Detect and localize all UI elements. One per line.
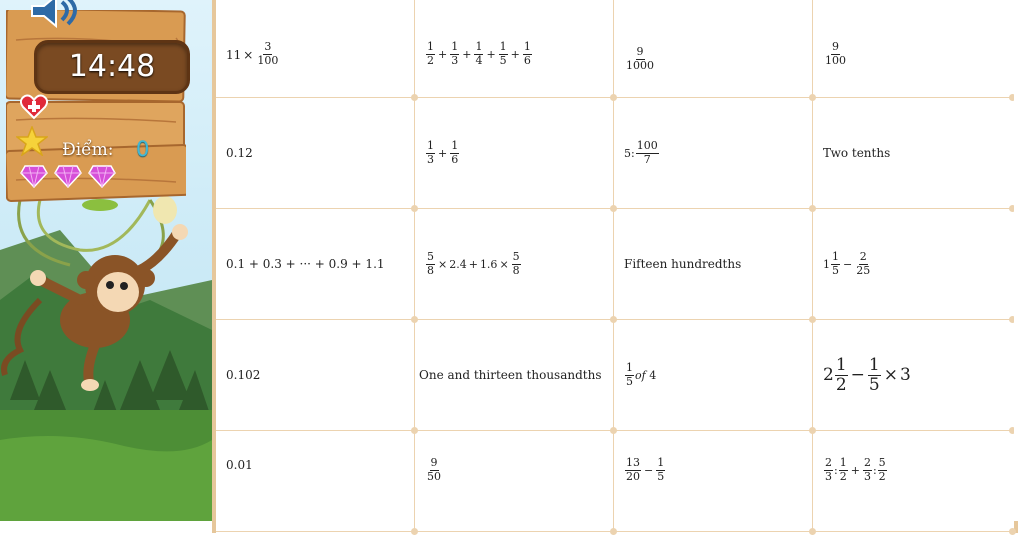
hud-board <box>6 10 186 202</box>
card-text: One and thirteen thousandths <box>419 368 602 382</box>
card[interactable] <box>614 0 813 98</box>
card-text: 0.12 <box>226 146 253 160</box>
star-icon <box>16 126 48 156</box>
card[interactable] <box>813 98 1012 209</box>
card-text: 0.1 + 0.3 + ··· + 0.9 + 1.1 <box>226 257 385 271</box>
card-expression: $\frac{5}{8}$ × 2.4 + 1.6 × $\frac{5}{8}$ <box>427 249 520 277</box>
gem-icon <box>88 164 116 188</box>
card-expression: $\frac{1}{2}$ + $\frac{1}{3}$ + $\frac{1}{4}$ + $\frac{1}{5}$ + $\frac{1}{6}$ <box>427 40 531 67</box>
card[interactable] <box>415 0 614 98</box>
card[interactable] <box>614 98 813 209</box>
gem-icon <box>54 164 82 188</box>
card[interactable] <box>216 98 415 209</box>
card[interactable] <box>216 0 415 98</box>
countdown-timer: 14:48 <box>68 49 156 84</box>
card[interactable] <box>614 320 813 431</box>
gem-icon <box>20 164 48 188</box>
card-expression: $\frac{9}{1000}$ <box>626 45 654 72</box>
card-text: 0.102 <box>226 368 261 382</box>
card-expression: 1 $\frac{1}{5}$ − $\frac{2}{25}$ <box>823 249 871 277</box>
card[interactable] <box>216 209 415 320</box>
card-expression: $\frac{1}{3}$ + $\frac{1}{6}$ <box>427 138 459 166</box>
card[interactable] <box>813 209 1012 320</box>
right-margin <box>1014 0 1024 521</box>
card[interactable] <box>415 98 614 209</box>
card-expression: 5: $\frac{100}{7}$ <box>624 138 658 166</box>
card[interactable] <box>216 320 415 431</box>
card-expression: $\frac{9}{50}$ <box>427 456 441 483</box>
card[interactable] <box>813 0 1012 98</box>
card-text: Two tenths <box>823 146 891 160</box>
card-expression: 2 $\frac{1}{2}$ − $\frac{1}{5}$ × 3 <box>823 354 911 395</box>
card-expression: $\frac{9}{100}$ <box>825 40 846 67</box>
card-expression: $\frac{13}{20}$ − $\frac{1}{5}$ <box>626 456 665 483</box>
card-text: 0.01 <box>226 458 253 472</box>
gem-lives <box>20 164 116 188</box>
card[interactable] <box>415 320 614 431</box>
card-expression: $\frac{1}{5}$ of 4 <box>626 360 657 388</box>
card[interactable] <box>813 431 1012 532</box>
card-text: Fifteen hundredths <box>624 257 742 271</box>
card[interactable] <box>216 431 415 532</box>
card[interactable] <box>614 209 813 320</box>
score-label: Điểm: <box>62 140 114 160</box>
card-expression: 11 × $\frac{3}{100}$ <box>226 40 279 67</box>
card[interactable] <box>415 431 614 532</box>
card[interactable] <box>813 320 1012 431</box>
score-value: 0 <box>136 137 150 161</box>
heart-plus-icon <box>20 94 48 120</box>
timer-box <box>34 40 190 94</box>
game-side-panel <box>0 0 212 521</box>
speaker-icon[interactable] <box>30 0 82 34</box>
matching-grid <box>212 0 1018 533</box>
card[interactable] <box>415 209 614 320</box>
card[interactable] <box>614 431 813 532</box>
card-expression: $\frac{2}{3}$ : $\frac{1}{2}$ + $\frac{2}{3}$ : $\frac{5}{2}$ <box>825 456 886 483</box>
